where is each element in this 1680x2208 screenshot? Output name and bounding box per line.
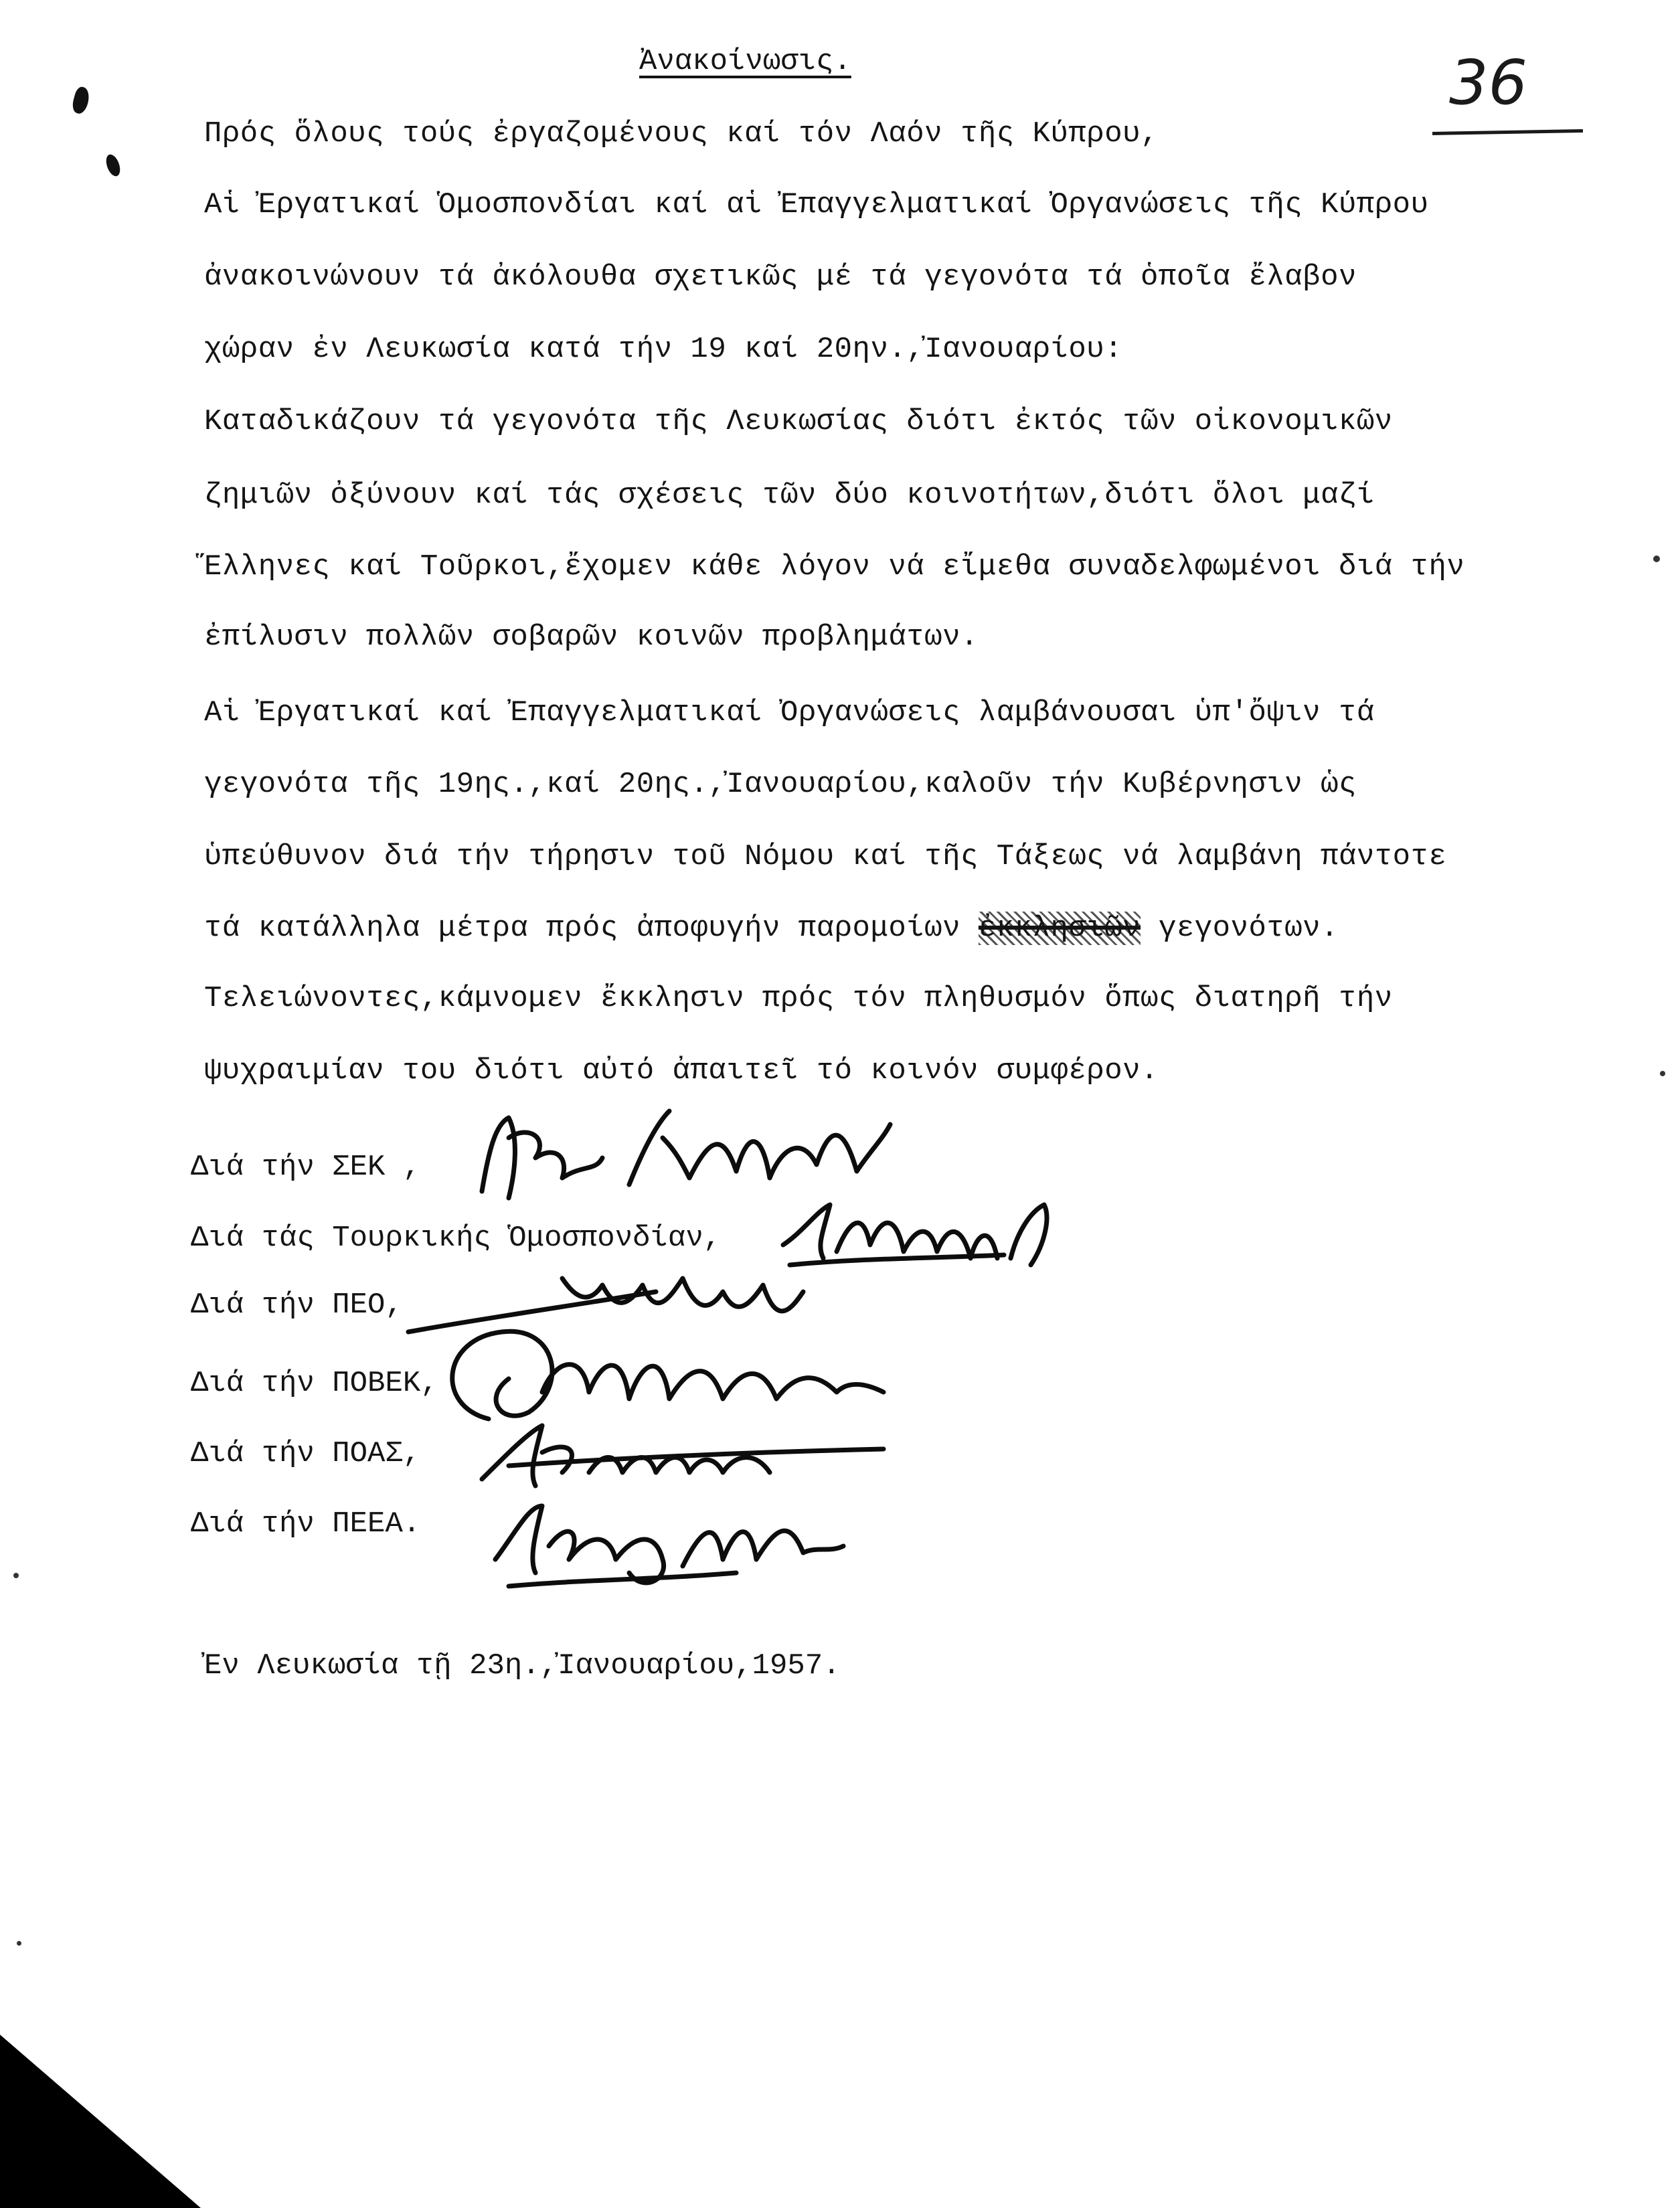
document-heading: Ἀνακοίνωσις.: [639, 45, 851, 78]
scan-speck: [13, 1573, 19, 1578]
signature-label-sek: Διά τήν ΣΕΚ ,: [191, 1151, 421, 1184]
body-line-1: Πρός ὅλους τούς ἐργαζομένους καί τόν Λαόν τῆς Κύπρου,: [204, 117, 1159, 151]
body-line-7: Ἕλληνες καί Τοῦρκοι,ἔχομεν κάθε λόγον νά εἴμεθα συναδελφωμένοι διά τήν: [204, 550, 1465, 584]
signature-label-turkish-federation: Διά τάς Τουρκικής Ὁμοσπονδίαν,: [191, 1221, 722, 1255]
signature-label-peea: Διά τήν ΠΕΕΑ.: [191, 1507, 421, 1541]
signature-label-povek: Διά τήν ΠΟΒΕΚ,: [191, 1367, 438, 1400]
ink-blot: [104, 153, 123, 178]
body-line-4: χώραν ἐν Λευκωσία κατά τήν 19 καί 20ην.,Ἰανουαρίου:: [204, 333, 1123, 366]
scan-speck: [1660, 1071, 1665, 1076]
body-line-9: Αἱ Ἐργατικαί καί Ἐπαγγελματικαί Ὀργανώσεις λαμβάνουσαι ὑπ'ὄψιν τά: [204, 696, 1375, 730]
body-line-10: γεγονότα τῆς 19ης.,καί 20ης.,Ἰανουαρίου,καλοῦν τήν Κυβέρνησιν ὡς: [204, 768, 1357, 801]
body-line-14: ψυχραιμίαν του διότι αὐτό ἀπαιτεῖ τό κοινόν συμφέρον.: [204, 1054, 1159, 1088]
handwritten-signature-poas: [469, 1412, 897, 1499]
body-line-12-text: τά κατάλληλα μέτρα πρός ἀποφυγήν παρομοίων: [204, 912, 960, 945]
page-number-underline: [1432, 129, 1583, 135]
scan-speck: [1653, 556, 1660, 562]
signature-label-peo: Διά τήν ΠΕΟ,: [191, 1288, 403, 1322]
body-line-5: Καταδικάζουν τά γεγονότα τῆς Λευκωσίας διότι ἐκτός τῶν οἰκονομικῶν: [204, 405, 1393, 438]
body-line-3: ἀνακοινώνουν τά ἀκόλουθα σχετικῶς μέ τά γεγονότα τά ὁποῖα ἔλαβον: [204, 260, 1357, 294]
page-number: 36: [1449, 47, 1528, 118]
handwritten-signature-peea: [482, 1493, 857, 1600]
body-line-2: Αἱ Ἐργατικαί Ὁμοσπονδίαι καί αἱ Ἐπαγγελματικαί Ὀργανώσεις τῆς Κύπρου: [204, 188, 1429, 222]
body-line-8: ἐπίλυσιν πολλῶν σοβαρῶν κοινῶν προβλημάτων.: [204, 620, 979, 654]
closing-date-line: Ἐν Λευκωσία τῇ 23η.,Ἰανουαρίου,1957.: [204, 1649, 841, 1683]
body-line-11: ὑπεύθυνον διά τήν τήρησιν τοῦ Νόμου καί τῆς Τάξεως νά λαμβάνη πάντοτε: [204, 840, 1447, 873]
body-line-12: [204, 914, 1339, 943]
scan-speck: [17, 1941, 21, 1946]
scan-corner-shadow: [0, 2035, 201, 2208]
signature-label-poas: Διά τήν ΠΟΑΣ,: [191, 1437, 421, 1470]
body-line-6: ζημιῶν ὀξύνουν καί τάς σχέσεις τῶν δύο κοινοτήτων,διότι ὅλοι μαζί: [204, 479, 1375, 512]
struck-out-word: ἐκκλησιῶν: [978, 912, 1141, 945]
body-line-13: Τελειώνοντες,κάμνομεν ἔκκλησιν πρός τόν πληθυσμόν ὅπως διατηρῆ τήν: [204, 982, 1393, 1015]
body-line-12-tail: γεγονότων.: [1158, 912, 1339, 945]
ink-blot: [70, 86, 92, 115]
